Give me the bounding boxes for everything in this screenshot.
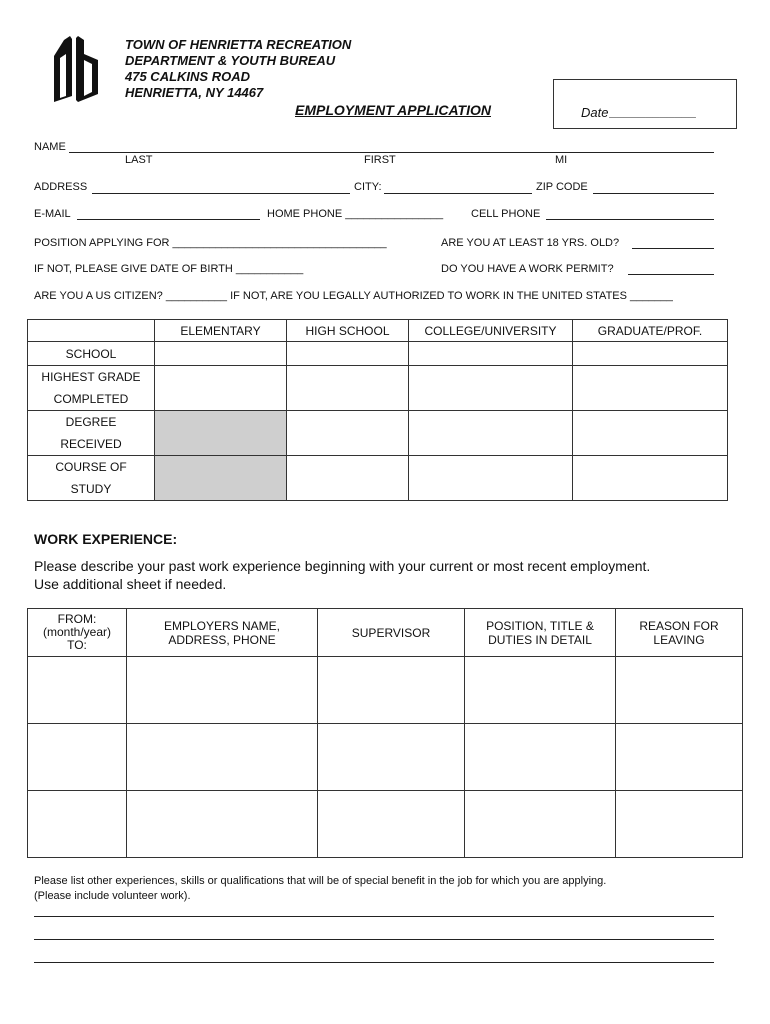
work-cell[interactable] — [127, 657, 318, 724]
edu-cell[interactable] — [409, 342, 573, 366]
address-input[interactable] — [92, 193, 350, 194]
org-address-line: 475 CALKINS ROAD — [125, 69, 250, 84]
age-question: ARE YOU AT LEAST 18 YRS. OLD? — [441, 237, 620, 249]
cell-phone-label: CELL PHONE — [471, 208, 541, 220]
work-header-line: POSITION, TITLE & — [486, 618, 594, 633]
work-cell[interactable] — [127, 791, 318, 858]
work-header-position — [465, 609, 616, 657]
other-qualifications-input-1[interactable] — [34, 916, 714, 917]
edu-cell[interactable] — [573, 456, 728, 501]
work-cell[interactable] — [28, 724, 127, 791]
other-qualifications-input-3[interactable] — [34, 962, 714, 963]
edu-cell[interactable] — [155, 342, 287, 366]
name-input[interactable] — [69, 152, 714, 153]
work-header-line: FROM: — [57, 612, 97, 626]
work-cell[interactable] — [616, 724, 743, 791]
work-permit-input[interactable] — [628, 274, 714, 275]
edu-row-label-line: STUDY — [70, 482, 112, 496]
work-header-employer — [127, 609, 318, 657]
date-input[interactable]: ____________ — [610, 104, 697, 119]
edu-row-label-line: COMPLETED — [53, 392, 129, 406]
work-header-line: EMPLOYERS NAME, — [163, 618, 281, 633]
date-box — [553, 79, 737, 129]
edu-header-college: COLLEGE/UNIVERSITY — [409, 320, 573, 342]
name-label: NAME — [34, 141, 66, 153]
work-instructions-line-2: Use additional sheet if needed. — [34, 576, 227, 592]
edu-cell[interactable] — [287, 456, 409, 501]
first-name-caption: FIRST — [364, 154, 396, 166]
work-header-line: LEAVING — [653, 632, 705, 647]
edu-header-elementary: ELEMENTARY — [155, 320, 287, 342]
home-phone-field[interactable]: HOME PHONE ________________ — [267, 208, 444, 220]
work-cell[interactable] — [28, 657, 127, 724]
edu-cell-shaded — [155, 411, 287, 456]
edu-row-label-line: COURSE OF — [55, 460, 127, 474]
work-experience-heading: WORK EXPERIENCE: — [34, 531, 178, 547]
form-title: EMPLOYMENT APPLICATION — [295, 102, 491, 118]
edu-header-blank — [28, 320, 155, 342]
edu-row-label-line: HIGHEST GRADE — [41, 370, 141, 384]
edu-cell[interactable] — [287, 342, 409, 366]
cell-phone-input[interactable] — [546, 219, 714, 220]
edu-cell[interactable] — [573, 411, 728, 456]
work-cell[interactable] — [318, 724, 465, 791]
work-header-dates — [28, 609, 127, 657]
email-input[interactable] — [77, 219, 260, 220]
edu-row-label — [28, 366, 155, 411]
age-input[interactable] — [632, 248, 714, 249]
edu-header-high-school: HIGH SCHOOL — [287, 320, 409, 342]
edu-cell[interactable] — [573, 366, 728, 411]
org-city-line: HENRIETTA, NY 14467 — [125, 85, 264, 100]
zip-input[interactable] — [593, 193, 714, 194]
work-instructions-line-1: Please describe your past work experience beginning with your current or most recent employment. — [34, 558, 651, 574]
zip-label: ZIP CODE — [536, 181, 588, 193]
work-cell[interactable] — [465, 657, 616, 724]
work-cell[interactable] — [465, 724, 616, 791]
city-label: CITY: — [354, 181, 382, 193]
work-cell[interactable] — [318, 657, 465, 724]
edu-row-label — [28, 411, 155, 456]
work-permit-question: DO YOU HAVE A WORK PERMIT? — [441, 263, 614, 275]
citizen-question[interactable]: ARE YOU A US CITIZEN? __________ IF NOT, ARE YOU LEGALLY AUTHORIZED TO WORK IN THE UNITED STATES _______ — [34, 290, 673, 302]
edu-row-label-line: DEGREE — [65, 415, 117, 429]
position-field[interactable]: POSITION APPLYING FOR ___________________________________ — [34, 237, 387, 249]
education-table — [27, 319, 728, 501]
address-label: ADDRESS — [34, 181, 88, 193]
work-header-line: (month/year) — [42, 625, 112, 639]
work-cell[interactable] — [318, 791, 465, 858]
work-cell[interactable] — [616, 657, 743, 724]
edu-cell[interactable] — [409, 411, 573, 456]
dob-field[interactable]: IF NOT, PLEASE GIVE DATE OF BIRTH ___________ — [34, 263, 304, 275]
last-name-caption: LAST — [125, 154, 153, 166]
work-header-line: SUPERVISOR — [351, 625, 431, 640]
edu-row-label: SCHOOL — [28, 342, 155, 366]
org-name-line-2: DEPARTMENT & YOUTH BUREAU — [125, 53, 336, 68]
city-input[interactable] — [384, 193, 532, 194]
work-cell[interactable] — [28, 791, 127, 858]
work-header-line: REASON FOR — [639, 618, 719, 633]
other-qualifications-line-2: (Please include volunteer work). — [34, 890, 191, 902]
work-cell[interactable] — [465, 791, 616, 858]
edu-row-label-line: RECEIVED — [60, 437, 122, 451]
edu-cell[interactable] — [409, 366, 573, 411]
edu-cell[interactable] — [155, 366, 287, 411]
org-name-line-1: TOWN OF HENRIETTA RECREATION — [125, 37, 352, 52]
middle-initial-caption: MI — [555, 154, 568, 166]
work-header-supervisor — [318, 609, 465, 657]
edu-cell[interactable] — [287, 411, 409, 456]
logo — [50, 36, 102, 102]
edu-cell-shaded — [155, 456, 287, 501]
work-experience-table — [27, 608, 743, 858]
other-qualifications-line-1: Please list other experiences, skills or qualifications that will be of special benefit in the job for which you are applying. — [34, 875, 607, 887]
edu-header-graduate: GRADUATE/PROF. — [573, 320, 728, 342]
edu-cell[interactable] — [287, 366, 409, 411]
work-header-line: ADDRESS, PHONE — [168, 632, 276, 647]
work-header-reason — [616, 609, 743, 657]
edu-cell[interactable] — [573, 342, 728, 366]
work-header-line: DUTIES IN DETAIL — [488, 632, 592, 647]
email-label: E-MAIL — [34, 208, 71, 220]
work-header-line: TO: — [67, 638, 87, 652]
other-qualifications-input-2[interactable] — [34, 939, 714, 940]
work-cell[interactable] — [127, 724, 318, 791]
edu-row-label — [28, 456, 155, 501]
date-label: Date — [581, 105, 609, 120]
work-cell[interactable] — [616, 791, 743, 858]
edu-cell[interactable] — [409, 456, 573, 501]
